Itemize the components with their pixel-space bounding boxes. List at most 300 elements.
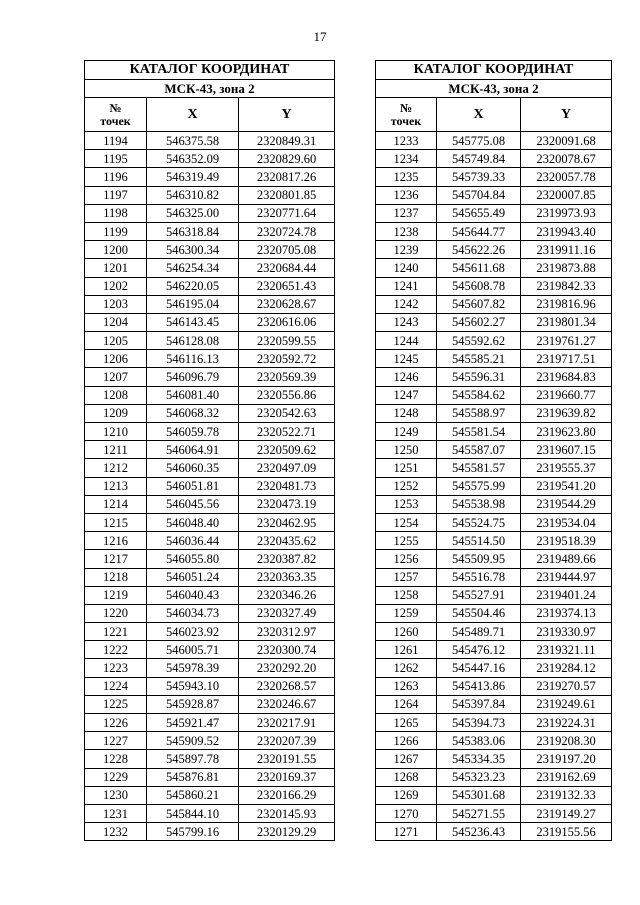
point-number-cell: 1205 [85, 332, 147, 350]
y-coordinate-cell: 2319973.93 [521, 204, 612, 222]
point-number-cell: 1215 [85, 513, 147, 531]
y-coordinate-cell: 2319660.77 [521, 386, 612, 404]
y-coordinate-cell: 2320346.26 [239, 586, 335, 604]
column-header-x: X [437, 98, 521, 132]
table-row [85, 750, 335, 768]
x-coordinate-cell: 546318.84 [147, 222, 239, 240]
point-number-cell: 1246 [376, 368, 437, 386]
table-row [85, 168, 335, 186]
x-coordinate-cell: 545514.50 [437, 532, 521, 550]
x-coordinate-cell: 545581.57 [437, 459, 521, 477]
x-coordinate-cell: 545607.82 [437, 295, 521, 313]
x-coordinate-cell: 545575.99 [437, 477, 521, 495]
table-row [376, 386, 612, 404]
point-number-cell: 1213 [85, 477, 147, 495]
x-coordinate-cell: 545588.97 [437, 404, 521, 422]
x-coordinate-cell: 545592.62 [437, 332, 521, 350]
x-coordinate-cell: 546254.34 [147, 259, 239, 277]
point-number-cell: 1271 [376, 823, 437, 841]
table-title: КАТАЛОГ КООРДИНАТ [376, 61, 612, 80]
y-coordinate-cell: 2320292.20 [239, 659, 335, 677]
table-row [85, 368, 335, 386]
point-number-cell: 1263 [376, 677, 437, 695]
table-row [85, 477, 335, 495]
x-coordinate-cell: 546068.32 [147, 404, 239, 422]
x-coordinate-cell: 545527.91 [437, 586, 521, 604]
table-row [376, 586, 612, 604]
table-row [85, 204, 335, 222]
point-number-cell: 1199 [85, 222, 147, 240]
point-number-cell: 1247 [376, 386, 437, 404]
coordinates-table-right [375, 60, 612, 841]
y-coordinate-cell: 2320628.67 [239, 295, 335, 313]
y-coordinate-cell: 2319197.20 [521, 750, 612, 768]
point-number-cell: 1267 [376, 750, 437, 768]
x-coordinate-cell: 546116.13 [147, 350, 239, 368]
point-number-cell: 1236 [376, 186, 437, 204]
y-coordinate-cell: 2320057.78 [521, 168, 612, 186]
point-number-cell: 1270 [376, 804, 437, 822]
column-header-num: № точек [376, 98, 437, 132]
y-coordinate-cell: 2320522.71 [239, 423, 335, 441]
point-number-cell: 1224 [85, 677, 147, 695]
table-row [376, 150, 612, 168]
table-row [85, 150, 335, 168]
table-row [376, 532, 612, 550]
table-row [376, 423, 612, 441]
y-coordinate-cell: 2320509.62 [239, 441, 335, 459]
y-coordinate-cell: 2319534.04 [521, 513, 612, 531]
table-row [85, 459, 335, 477]
x-coordinate-cell: 545271.55 [437, 804, 521, 822]
table-row [376, 768, 612, 786]
x-coordinate-cell: 545447.16 [437, 659, 521, 677]
x-coordinate-cell: 545644.77 [437, 222, 521, 240]
x-coordinate-cell: 545596.31 [437, 368, 521, 386]
x-coordinate-cell: 545775.08 [437, 132, 521, 150]
y-coordinate-cell: 2320387.82 [239, 550, 335, 568]
point-number-cell: 1206 [85, 350, 147, 368]
x-coordinate-cell: 546055.80 [147, 550, 239, 568]
y-coordinate-cell: 2319330.97 [521, 623, 612, 641]
table-row [376, 695, 612, 713]
coordinates-table-left [84, 60, 335, 841]
point-number-cell: 1198 [85, 204, 147, 222]
x-coordinate-cell: 546048.40 [147, 513, 239, 531]
point-number-cell: 1197 [85, 186, 147, 204]
table-row [376, 750, 612, 768]
point-number-cell: 1228 [85, 750, 147, 768]
table-row [85, 132, 335, 150]
x-coordinate-cell: 545921.47 [147, 714, 239, 732]
point-number-cell: 1257 [376, 568, 437, 586]
y-coordinate-cell: 2319270.57 [521, 677, 612, 695]
table-row [85, 568, 335, 586]
x-coordinate-cell: 546220.05 [147, 277, 239, 295]
point-number-cell: 1243 [376, 313, 437, 331]
table-row [85, 332, 335, 350]
point-number-cell: 1203 [85, 295, 147, 313]
y-coordinate-cell: 2320166.29 [239, 786, 335, 804]
y-coordinate-cell: 2320849.31 [239, 132, 335, 150]
table-row [85, 241, 335, 259]
x-coordinate-cell: 545799.16 [147, 823, 239, 841]
x-coordinate-cell: 545524.75 [437, 513, 521, 531]
table-title: КАТАЛОГ КООРДИНАТ [85, 61, 335, 80]
point-number-cell: 1268 [376, 768, 437, 786]
y-coordinate-cell: 2320481.73 [239, 477, 335, 495]
point-number-cell: 1242 [376, 295, 437, 313]
y-coordinate-cell: 2320246.67 [239, 695, 335, 713]
x-coordinate-cell: 545749.84 [437, 150, 521, 168]
x-coordinate-cell: 545301.68 [437, 786, 521, 804]
point-number-cell: 1260 [376, 623, 437, 641]
x-coordinate-cell: 545876.81 [147, 768, 239, 786]
x-coordinate-cell: 546060.35 [147, 459, 239, 477]
x-coordinate-cell: 546143.45 [147, 313, 239, 331]
table-row [376, 677, 612, 695]
table-subtitle: МСК-43, зона 2 [85, 80, 335, 98]
y-coordinate-cell: 2319518.39 [521, 532, 612, 550]
table-row [376, 568, 612, 586]
table-row [376, 732, 612, 750]
table-row [85, 222, 335, 240]
x-coordinate-cell: 545581.54 [437, 423, 521, 441]
x-coordinate-cell: 545489.71 [437, 623, 521, 641]
point-number-cell: 1265 [376, 714, 437, 732]
point-number-cell: 1250 [376, 441, 437, 459]
point-number-cell: 1212 [85, 459, 147, 477]
y-coordinate-cell: 2319489.66 [521, 550, 612, 568]
point-number-cell: 1249 [376, 423, 437, 441]
table-row [85, 604, 335, 622]
x-coordinate-cell: 545585.21 [437, 350, 521, 368]
x-coordinate-cell: 545928.87 [147, 695, 239, 713]
point-number-cell: 1255 [376, 532, 437, 550]
point-number-cell: 1220 [85, 604, 147, 622]
point-number-cell: 1254 [376, 513, 437, 531]
point-number-cell: 1226 [85, 714, 147, 732]
y-coordinate-cell: 2319555.37 [521, 459, 612, 477]
table-row [85, 786, 335, 804]
table-row [85, 695, 335, 713]
x-coordinate-cell: 545383.06 [437, 732, 521, 750]
table-row [376, 259, 612, 277]
table-row [85, 313, 335, 331]
y-coordinate-cell: 2319623.80 [521, 423, 612, 441]
x-coordinate-cell: 546040.43 [147, 586, 239, 604]
x-coordinate-cell: 545504.46 [437, 604, 521, 622]
y-coordinate-cell: 2320817.26 [239, 168, 335, 186]
y-coordinate-cell: 2319284.12 [521, 659, 612, 677]
table-row [85, 423, 335, 441]
point-number-cell: 1229 [85, 768, 147, 786]
table-row [85, 441, 335, 459]
table-row [85, 732, 335, 750]
x-coordinate-cell: 545622.26 [437, 241, 521, 259]
y-coordinate-cell: 2320592.72 [239, 350, 335, 368]
x-coordinate-cell: 545509.95 [437, 550, 521, 568]
x-coordinate-cell: 545608.78 [437, 277, 521, 295]
y-coordinate-cell: 2320327.49 [239, 604, 335, 622]
x-coordinate-cell: 546081.40 [147, 386, 239, 404]
x-coordinate-cell: 546195.04 [147, 295, 239, 313]
point-number-cell: 1259 [376, 604, 437, 622]
y-coordinate-cell: 2320169.37 [239, 768, 335, 786]
x-coordinate-cell: 546096.79 [147, 368, 239, 386]
y-coordinate-cell: 2320300.74 [239, 641, 335, 659]
x-coordinate-cell: 546051.81 [147, 477, 239, 495]
point-number-cell: 1245 [376, 350, 437, 368]
table-row [376, 550, 612, 568]
x-coordinate-cell: 545516.78 [437, 568, 521, 586]
y-coordinate-cell: 2319911.16 [521, 241, 612, 259]
point-number-cell: 1252 [376, 477, 437, 495]
y-coordinate-cell: 2319149.27 [521, 804, 612, 822]
table-row [376, 659, 612, 677]
y-coordinate-cell: 2319155.56 [521, 823, 612, 841]
y-coordinate-cell: 2320217.91 [239, 714, 335, 732]
column-header-y: Y [239, 98, 335, 132]
table-row [376, 477, 612, 495]
table-row [376, 350, 612, 368]
point-number-cell: 1248 [376, 404, 437, 422]
x-coordinate-cell: 545584.62 [437, 386, 521, 404]
point-number-cell: 1234 [376, 150, 437, 168]
point-number-cell: 1200 [85, 241, 147, 259]
y-coordinate-cell: 2319761.27 [521, 332, 612, 350]
page-number: 17 [313, 29, 327, 44]
point-number-cell: 1209 [85, 404, 147, 422]
x-coordinate-cell: 545323.23 [437, 768, 521, 786]
y-coordinate-cell: 2319943.40 [521, 222, 612, 240]
y-coordinate-cell: 2319162.69 [521, 768, 612, 786]
x-coordinate-cell: 545476.12 [437, 641, 521, 659]
point-number-cell: 1202 [85, 277, 147, 295]
y-coordinate-cell: 2319208.30 [521, 732, 612, 750]
x-coordinate-cell: 545897.78 [147, 750, 239, 768]
table-row [85, 259, 335, 277]
point-number-cell: 1208 [85, 386, 147, 404]
table-row [376, 623, 612, 641]
table-row [85, 513, 335, 531]
x-coordinate-cell: 546375.58 [147, 132, 239, 150]
table-row [376, 604, 612, 622]
y-coordinate-cell: 2320651.43 [239, 277, 335, 295]
table-row [376, 641, 612, 659]
point-number-cell: 1210 [85, 423, 147, 441]
table-row [376, 459, 612, 477]
point-number-cell: 1232 [85, 823, 147, 841]
table-row [376, 823, 612, 841]
x-coordinate-cell: 545236.43 [437, 823, 521, 841]
y-coordinate-cell: 2319224.31 [521, 714, 612, 732]
x-coordinate-cell: 545611.68 [437, 259, 521, 277]
y-coordinate-cell: 2319873.88 [521, 259, 612, 277]
x-coordinate-cell: 546045.56 [147, 495, 239, 513]
table-row [85, 659, 335, 677]
point-number-cell: 1241 [376, 277, 437, 295]
y-coordinate-cell: 2319401.24 [521, 586, 612, 604]
y-coordinate-cell: 2319684.83 [521, 368, 612, 386]
table-row [85, 186, 335, 204]
x-coordinate-cell: 546059.78 [147, 423, 239, 441]
table-row [376, 132, 612, 150]
x-coordinate-cell: 545844.10 [147, 804, 239, 822]
x-coordinate-cell: 545909.52 [147, 732, 239, 750]
x-coordinate-cell: 545739.33 [437, 168, 521, 186]
x-coordinate-cell: 545587.07 [437, 441, 521, 459]
x-coordinate-cell: 546023.92 [147, 623, 239, 641]
x-coordinate-cell: 545334.35 [437, 750, 521, 768]
table-row [85, 677, 335, 695]
x-coordinate-cell: 546319.49 [147, 168, 239, 186]
table-body [85, 132, 335, 841]
table-row [85, 295, 335, 313]
point-number-cell: 1233 [376, 132, 437, 150]
y-coordinate-cell: 2320497.09 [239, 459, 335, 477]
x-coordinate-cell: 546300.34 [147, 241, 239, 259]
table-row [376, 368, 612, 386]
table-body [376, 132, 612, 841]
y-coordinate-cell: 2320556.86 [239, 386, 335, 404]
point-number-cell: 1262 [376, 659, 437, 677]
x-coordinate-cell: 545602.27 [437, 313, 521, 331]
table-row [376, 204, 612, 222]
x-coordinate-cell: 546325.00 [147, 204, 239, 222]
x-coordinate-cell: 545397.84 [437, 695, 521, 713]
table-row [85, 386, 335, 404]
x-coordinate-cell: 546034.73 [147, 604, 239, 622]
table-row [85, 768, 335, 786]
table-row [376, 186, 612, 204]
point-number-cell: 1266 [376, 732, 437, 750]
y-coordinate-cell: 2319607.15 [521, 441, 612, 459]
point-number-cell: 1269 [376, 786, 437, 804]
table-row [376, 786, 612, 804]
point-number-cell: 1225 [85, 695, 147, 713]
point-number-cell: 1196 [85, 168, 147, 186]
y-coordinate-cell: 2320462.95 [239, 513, 335, 531]
y-coordinate-cell: 2319444.97 [521, 568, 612, 586]
table-row [376, 168, 612, 186]
y-coordinate-cell: 2320599.55 [239, 332, 335, 350]
x-coordinate-cell: 546128.08 [147, 332, 239, 350]
y-coordinate-cell: 2320801.85 [239, 186, 335, 204]
table-row [376, 804, 612, 822]
point-number-cell: 1222 [85, 641, 147, 659]
column-header-y: Y [521, 98, 612, 132]
point-number-cell: 1219 [85, 586, 147, 604]
table-row [85, 495, 335, 513]
y-coordinate-cell: 2320473.19 [239, 495, 335, 513]
point-number-cell: 1218 [85, 568, 147, 586]
point-number-cell: 1264 [376, 695, 437, 713]
point-number-cell: 1195 [85, 150, 147, 168]
table-row [85, 804, 335, 822]
x-coordinate-cell: 546064.91 [147, 441, 239, 459]
point-number-cell: 1223 [85, 659, 147, 677]
point-number-cell: 1194 [85, 132, 147, 150]
table-row [85, 641, 335, 659]
y-coordinate-cell: 2319717.51 [521, 350, 612, 368]
point-number-cell: 1261 [376, 641, 437, 659]
y-coordinate-cell: 2319801.34 [521, 313, 612, 331]
table-row [376, 241, 612, 259]
table-row [85, 404, 335, 422]
point-number-cell: 1240 [376, 259, 437, 277]
point-number-cell: 1231 [85, 804, 147, 822]
y-coordinate-cell: 2320616.06 [239, 313, 335, 331]
point-number-cell: 1204 [85, 313, 147, 331]
point-number-cell: 1238 [376, 222, 437, 240]
y-coordinate-cell: 2320191.55 [239, 750, 335, 768]
table-row [376, 714, 612, 732]
y-coordinate-cell: 2320129.29 [239, 823, 335, 841]
table-row [376, 404, 612, 422]
point-number-cell: 1237 [376, 204, 437, 222]
y-coordinate-cell: 2320091.68 [521, 132, 612, 150]
x-coordinate-cell: 545394.73 [437, 714, 521, 732]
y-coordinate-cell: 2319842.33 [521, 277, 612, 295]
table-row [376, 441, 612, 459]
table-row [376, 495, 612, 513]
table-row [85, 714, 335, 732]
y-coordinate-cell: 2320078.67 [521, 150, 612, 168]
y-coordinate-cell: 2320007.85 [521, 186, 612, 204]
table-row [85, 623, 335, 641]
x-coordinate-cell: 545943.10 [147, 677, 239, 695]
point-number-cell: 1201 [85, 259, 147, 277]
column-header-x: X [147, 98, 239, 132]
y-coordinate-cell: 2320684.44 [239, 259, 335, 277]
y-coordinate-cell: 2320435.62 [239, 532, 335, 550]
x-coordinate-cell: 545860.21 [147, 786, 239, 804]
table-row [376, 513, 612, 531]
y-coordinate-cell: 2319321.11 [521, 641, 612, 659]
table-row [376, 222, 612, 240]
y-coordinate-cell: 2320771.64 [239, 204, 335, 222]
point-number-cell: 1207 [85, 368, 147, 386]
y-coordinate-cell: 2319816.96 [521, 295, 612, 313]
point-number-cell: 1221 [85, 623, 147, 641]
y-coordinate-cell: 2320705.08 [239, 241, 335, 259]
point-number-cell: 1230 [85, 786, 147, 804]
y-coordinate-cell: 2320569.39 [239, 368, 335, 386]
y-coordinate-cell: 2319249.61 [521, 695, 612, 713]
y-coordinate-cell: 2320724.78 [239, 222, 335, 240]
x-coordinate-cell: 545978.39 [147, 659, 239, 677]
table-row [85, 532, 335, 550]
x-coordinate-cell: 546352.09 [147, 150, 239, 168]
y-coordinate-cell: 2320207.39 [239, 732, 335, 750]
x-coordinate-cell: 545655.49 [437, 204, 521, 222]
point-number-cell: 1214 [85, 495, 147, 513]
y-coordinate-cell: 2319639.82 [521, 404, 612, 422]
x-coordinate-cell: 546051.24 [147, 568, 239, 586]
point-number-cell: 1253 [376, 495, 437, 513]
x-coordinate-cell: 545413.86 [437, 677, 521, 695]
column-header-num: № точек [85, 98, 147, 132]
table-row [85, 350, 335, 368]
y-coordinate-cell: 2319541.20 [521, 477, 612, 495]
x-coordinate-cell: 545704.84 [437, 186, 521, 204]
point-number-cell: 1227 [85, 732, 147, 750]
point-number-cell: 1251 [376, 459, 437, 477]
table-row [85, 823, 335, 841]
y-coordinate-cell: 2320312.97 [239, 623, 335, 641]
point-number-cell: 1211 [85, 441, 147, 459]
